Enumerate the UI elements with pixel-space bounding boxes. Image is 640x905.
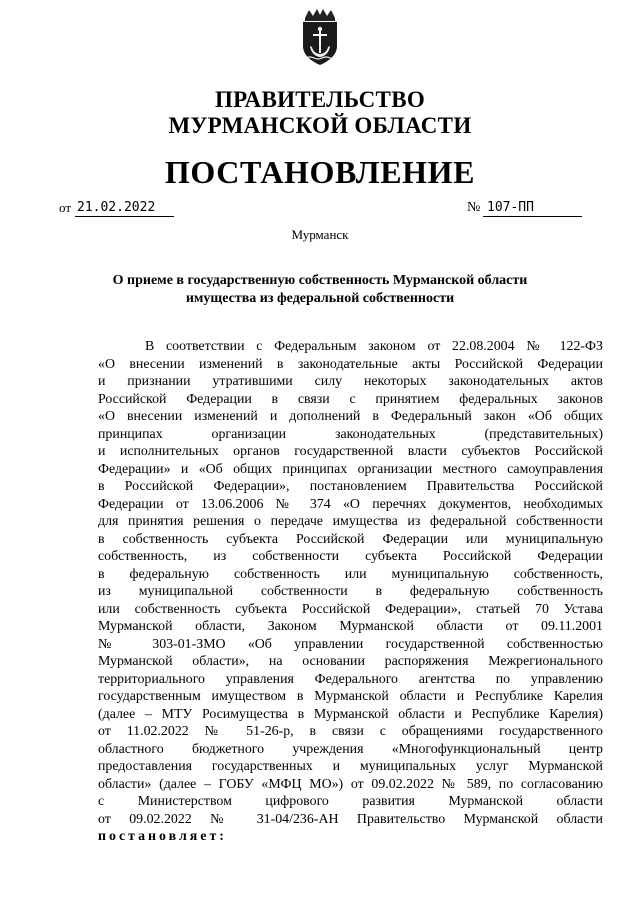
body-line: областного бюджетного учреждения «Многофункциональный центр <box>98 741 603 757</box>
coat-of-arms-emblem <box>297 8 343 66</box>
body-line: предоставления государственных и муниципальных услуг Мурманской <box>98 759 603 774</box>
body-line: и признании утратившими силу некоторых законодательных актов <box>98 374 603 389</box>
body-line: В соответствии с Федеральным законом от 22.08.2004 № 122-ФЗ <box>145 339 603 354</box>
government-name-line2: МУРМАНСКОЙ ОБЛАСТИ <box>168 113 472 138</box>
body-line: от 11.02.2022 № 51-26-р, в связи с обращениями государственного <box>98 724 603 739</box>
murmansk-coat-of-arms-icon <box>297 8 343 66</box>
body-line: государственным имуществом в Мурманской области и Республике Карелия <box>98 689 603 704</box>
subject-line2: имущества из федеральной собственности <box>185 291 455 306</box>
body-line: и исполнительных органов государственной власти субъектов Российской <box>98 444 603 459</box>
decree-body <box>98 338 603 846</box>
body-line: в Российской Федерации», постановлением Правительства Российской <box>98 479 603 494</box>
decree-resolution-word: постановляет: <box>98 829 227 844</box>
date-prefix: от <box>59 200 72 215</box>
body-line: «О внесении изменений и дополнений в Федеральный закон «Об общих <box>98 409 603 424</box>
body-line: в федеральную собственность или муниципальную собственность, <box>98 566 603 582</box>
document-type-title: ПОСТАНОВЛЕНИЕ <box>164 154 476 190</box>
government-name-line1: ПРАВИТЕЛЬСТВО <box>214 87 426 112</box>
body-line: территориального управления Федерального агентства по управлению <box>98 671 603 687</box>
body-line: собственность, из собственности субъекта Российской Федерации <box>98 549 603 564</box>
body-line: Мурманской области», на основании распоряжения Межрегионального <box>98 654 603 669</box>
document-number: 107-ПП <box>483 200 582 217</box>
body-line: из муниципальной собственности в федеральную собственность <box>98 584 603 599</box>
city-name: Мурманск <box>291 227 349 242</box>
number-prefix: № <box>467 200 481 215</box>
body-line: Мурманской области, Законом Мурманской области от 09.11.2001 <box>98 619 603 634</box>
body-line: для принятия решения о передаче имущества из федеральной собственности <box>98 514 603 529</box>
body-line: (далее – МТУ Росимущества в Мурманской области и Республике Карелия) <box>98 706 603 722</box>
body-line: от 09.02.2022 № 31-04/236-АН Правительство Мурманской области <box>98 811 603 827</box>
body-line: или собственность субъекта Российской Федерации», статьей 70 Устава <box>98 601 603 617</box>
body-line: «О внесении изменений в законодательные акты Российской Федерации <box>98 356 603 372</box>
body-line: Российской Федерации в связи с принятием федеральных законов <box>98 391 603 407</box>
body-line: Федерации» и «Об общих принципах организации местного самоуправления <box>98 461 603 477</box>
subject-line1: О приеме в государственную собственность Мурманской области <box>112 273 528 288</box>
body-line: принципах организации законодательных (представительных) <box>98 426 603 442</box>
body-line: области» (далее – ГОБУ «МФЦ МО») от 09.02.2022 № 589, по согласованию <box>98 776 603 792</box>
body-line: № 303-01-ЗМО «Об управлении государственной собственностью <box>98 636 603 652</box>
document-date: 21.02.2022 <box>75 200 174 217</box>
body-line: Федерации от 13.06.2006 № 374 «О перечнях документов, необходимых <box>98 496 603 512</box>
body-line: в собственность субъекта Российской Федерации или муниципальную <box>98 531 603 547</box>
body-line: с Министерством цифрового развития Мурманской области <box>98 794 603 809</box>
